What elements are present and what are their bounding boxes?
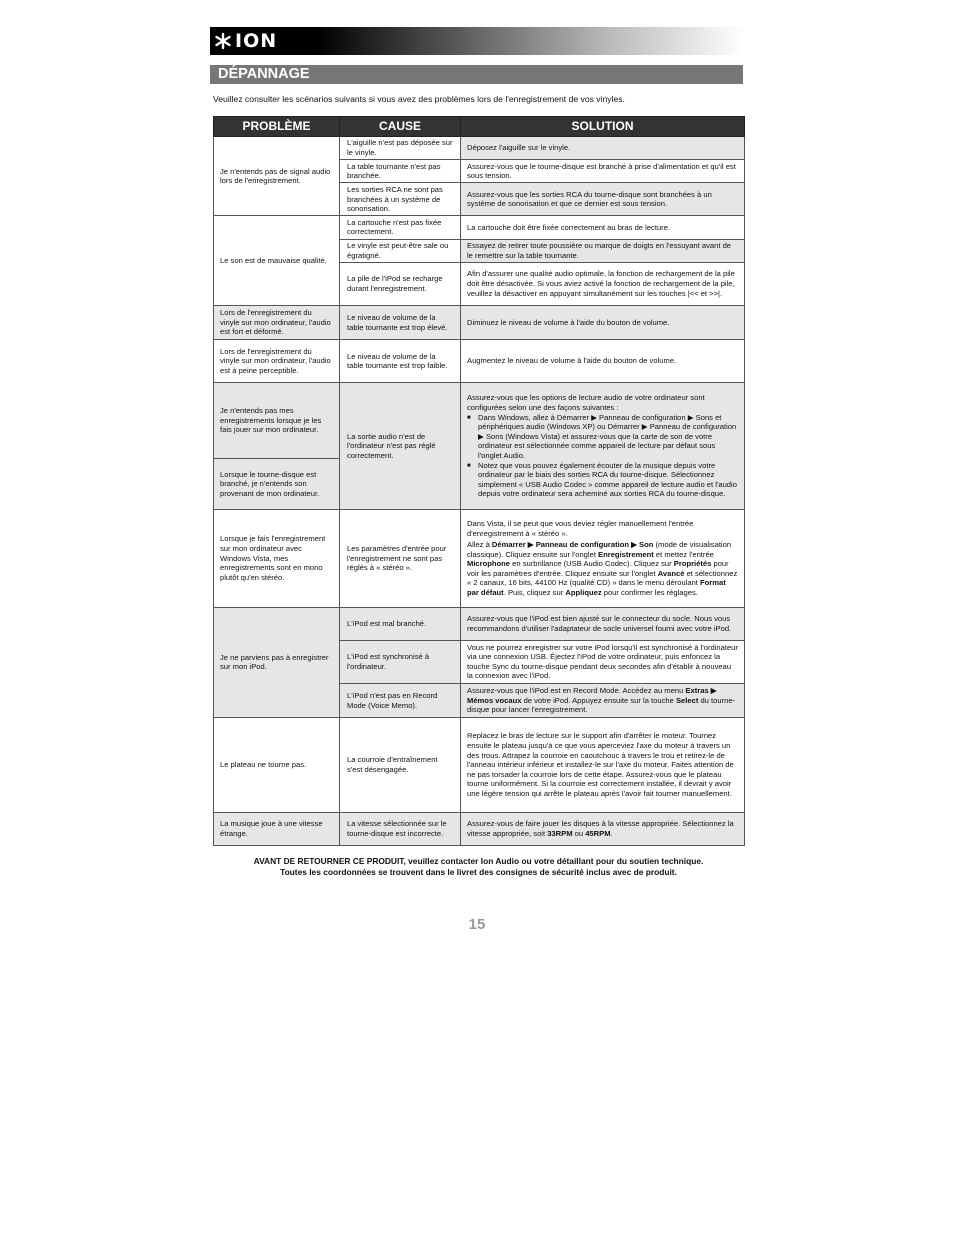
problem-cell: Je n'entends pas mes enregistrements lorsque je les fais jouer sur mon ordinateur. <box>214 383 340 458</box>
bullet-text: Dans Windows, allez à Démarrer ▶ Panneau de configuration ▶ Sons et périphériques audio (Windows XP) ou Démarrer ▶ Panneau de configuration ▶ Sons (Windows Vista) et assurez-vous que la carte de son de votre ordinateur est sélectionnée comme appareil de lecture par défaut sous l'onglet Audio. <box>478 412 737 460</box>
bold-run: Microphone <box>467 559 511 569</box>
bold-run: 45RPM <box>585 828 611 838</box>
text-run: du tourne-disque pour lancer l'enregistrement. <box>467 695 736 715</box>
text-run: Assurez-vous que l'iPod est en Record Mode. Accédez au menu <box>467 686 686 696</box>
solution-cell <box>461 510 745 608</box>
solution-intro: Assurez-vous que les options de lecture audio de votre ordinateur sont configurées selon une des façons suivantes : <box>467 393 705 412</box>
text-run: de votre iPod. Appuyez ensuite sur la touche <box>521 695 676 705</box>
logo-text: ION <box>235 30 278 52</box>
problem-cell: Le son est de mauvaise qualité. <box>214 216 340 305</box>
table-row <box>214 510 745 608</box>
text-run: pour confirmer les réglages. <box>601 588 698 598</box>
solution-cell: Assurez-vous que les sorties RCA du tourne-disque sont branchées à un système de sonorisation et que ce dernier est sous tension. <box>461 183 745 216</box>
bold-run: Démarrer ▶ Panneau de configuration ▶ Son <box>491 540 654 550</box>
bullet-square-icon: ■ <box>467 414 471 421</box>
problem-cell: La musique joue à une vitesse étrange. <box>214 812 340 845</box>
text-run: pour voir les paramètres d'entrée. Cliquez ensuite sur l'onglet <box>467 559 729 578</box>
bullet-text: Notez que vous pouvez également écouter de la musique depuis votre ordinateur par le biais des sorties RCA du tourne-disque. Sélectionnez simplement « USB Audio Codec » comme appareil de lecture audio et l'audio depuis votre ordinateur sera acheminé aux sorties RCA du tourne-disque. <box>478 460 737 499</box>
cause-cell: La pile de l'iPod se recharge durant l'enregistrement. <box>340 262 461 305</box>
table-row <box>214 718 745 813</box>
page-number: 15 <box>468 916 486 933</box>
solution-cell <box>461 812 745 845</box>
header-solution: SOLUTION <box>461 117 745 137</box>
problem-cell: Lorsque le tourne-disque est branché, je n'entends son provenant de mon ordinateur. <box>214 458 340 509</box>
cause-cell: La vitesse sélectionnée sur le tourne-disque est incorrecte. <box>340 812 461 845</box>
solution-cell <box>461 683 745 717</box>
solution-cell: Augmentez le niveau de volume à l'aide du bouton de volume. <box>461 340 745 383</box>
cause-cell: Le niveau de volume de la table tournante est trop élevé. <box>340 305 461 339</box>
cause-cell: L'aiguille n'est pas déposée sur le vinyle. <box>340 137 461 160</box>
problem-cell: Lors de l'enregistrement du vinyle sur mon ordinateur, l'audio est à peine perceptible. <box>214 340 340 383</box>
footer-note <box>213 856 744 878</box>
bullet-item <box>467 413 738 461</box>
solution-cell: Déposez l'aiguille sur le vinyle. <box>461 137 745 160</box>
solution-paragraph <box>467 540 738 598</box>
bold-run: Mémos vocaux <box>467 695 522 705</box>
cause-cell: Les paramètres d'entrée pour l'enregistrement ne sont pas réglés à « stéréo ». <box>340 510 461 608</box>
cause-cell: La cartouche n'est pas fixée correctement. <box>340 216 461 239</box>
header-banner <box>210 27 745 55</box>
bold-run: Select <box>675 695 699 705</box>
cause-cell: La courroie d'entraînement s'est désengagée. <box>340 718 461 813</box>
cause-cell: L'iPod est mal branché. <box>340 607 461 640</box>
text-run: Assurez-vous de faire jouer les disques à la vitesse appropriée. Sélectionnez la vitesse appropriée, soit <box>467 819 734 838</box>
problem-cell: Je n'entends pas de signal audio lors de l'enregistrement. <box>214 137 340 216</box>
solution-cell: Assurez-vous que le tourne-disque est branché à prise d'alimentation et qu'il est sous tension. <box>461 160 745 183</box>
bold-run: Appliquez <box>565 588 602 598</box>
cause-cell: Le vinyle est peut-être sale ou égratigné. <box>340 239 461 262</box>
problem-cell: Lors de l'enregistrement du vinyle sur mon ordinateur, l'audio est fort et déformé. <box>214 305 340 339</box>
text-run: . <box>610 828 613 838</box>
problem-cell: Lorsque je fais l'enregistrement sur mon ordinateur avec Windows Vista, mes enregistrements sont en mono plutôt qu'en stéréo. <box>214 510 340 608</box>
section-header <box>210 65 743 84</box>
troubleshooting-table <box>213 116 745 846</box>
header-probleme: PROBLÈME <box>214 117 340 137</box>
cause-cell: L'iPod n'est pas en Record Mode (Voice Memo). <box>340 683 461 717</box>
cause-cell: Les sorties RCA ne sont pas branchées à un système de sonorisation. <box>340 183 461 216</box>
bold-run: Propriétés <box>673 559 712 569</box>
solution-cell: Vous ne pourrez enregistrer sur votre iPod lorsqu'il est synchronisé à l'ordinateur via une connexion USB. Éjectez l'iPod de votre ordinateur, puis enfoncez la touche Sync du tourne-disque pendant deux secondes afin d'établir à nouveau la connexion avec l'iPod. <box>461 640 745 683</box>
solution-cell: Diminuez le niveau de volume à l'aide du bouton de volume. <box>461 305 745 339</box>
footer-line: Toutes les coordonnées se trouvent dans le livret des consignes de sécurité inclus avec de produit. <box>280 867 677 877</box>
table-row <box>214 340 745 383</box>
table-header-row <box>214 117 745 137</box>
solution-cell: Essayez de retirer toute poussière ou marque de doigts en l'essuyant avant de le remettre sur la table tournante. <box>461 239 745 262</box>
asterisk-star-icon <box>214 32 232 50</box>
solution-cell <box>461 383 745 510</box>
text-run: . Puis, cliquez sur <box>503 588 566 598</box>
table-row <box>214 383 745 458</box>
table-row <box>214 137 745 160</box>
intro-text: Veuillez consulter les scénarios suivants si vous avez des problèmes lors de l'enregistrement de vos vinyles. <box>213 94 625 104</box>
solution-cell: Afin d'assurer une qualité audio optimale, la fonction de rechargement de la pile doit être désactivée. Si vous aviez activé la fonction de rechargement de la pile, veuillez la désactiver en appuyant simultanément sur les touches |<< et >>|. <box>461 262 745 305</box>
bold-run: Enregistrement <box>598 549 654 559</box>
section-title: DÉPANNAGE <box>218 66 310 82</box>
bullet-item <box>467 461 738 499</box>
bold-run: 33RPM <box>547 828 573 838</box>
cause-cell: Le niveau de volume de la table tournante est trop faible. <box>340 340 461 383</box>
text-run: et sélectionnez « 2 canaux, 16 bits, 44100 Hz (qualité CD) » dans le menu déroulant <box>467 568 738 588</box>
solution-cell: Replacez le bras de lecture sur le support afin d'arrêter le moteur. Tournez ensuite le plateau jusqu'à ce que vous aperceviez l'axe du moteur à travers un des trous. Attrapez la courroie en caoutchouc à travers le trou et retirez-le de l'anneau intérieur inférieur et installez-le sur l'axe du moteur. Faites attention de ne pas torsader la courroie lors de cette étape. Assurez-vous que le plateau tourne uniformément. Si la courroie est correctement installée, il devrait y avoir une légère tension qui arrête le plateau après l'avoir fait tourner manuellement. <box>461 718 745 813</box>
text-run: Allez à <box>467 540 492 550</box>
table-row <box>214 216 745 239</box>
header-cause: CAUSE <box>340 117 461 137</box>
text-run: (mode de visualisation classique). Cliquez ensuite sur l'onglet <box>467 540 732 559</box>
problem-cell: Je ne parviens pas à enregistrer sur mon iPod. <box>214 607 340 718</box>
footer-line: AVANT DE RETOURNER CE PRODUIT, veuillez contacter Ion Audio ou votre détaillant pour du soutien technique. <box>253 856 704 866</box>
bold-run: Avancé <box>657 568 685 578</box>
table-row <box>214 305 745 339</box>
text-run: en surbrillance (USB Audio Codec). Cliquez sur <box>510 559 674 569</box>
problem-cell: Le plateau ne tourne pas. <box>214 718 340 813</box>
bold-run: Format par défaut <box>467 578 726 598</box>
cause-cell: L'iPod est synchronisé à l'ordinateur. <box>340 640 461 683</box>
cause-cell: La sortie audio n'est de l'ordinateur n'est pas réglé correctement. <box>340 383 461 510</box>
solution-cell: Assurez-vous que l'iPod est bien ajusté sur le connecteur du socle. Nous vous recommandons d'utiliser l'adaptateur de socle universel fourni avec votre iPod. <box>461 607 745 640</box>
ion-logo <box>214 31 277 51</box>
table-row <box>214 607 745 640</box>
cause-cell: La table tournante n'est pas branchée. <box>340 160 461 183</box>
solution-paragraph: Dans Vista, il se peut que vous deviez régler manuellement l'entrée d'enregistrement à « stéréo ». <box>467 518 694 538</box>
bold-run: Extras ▶ <box>685 686 717 696</box>
table-row <box>214 812 745 845</box>
text-run: ou <box>572 828 586 838</box>
text-run: et mettez l'entrée <box>653 549 714 559</box>
solution-cell: La cartouche doit être fixée correctement au bras de lecture. <box>461 216 745 239</box>
bullet-square-icon: ■ <box>467 462 471 469</box>
